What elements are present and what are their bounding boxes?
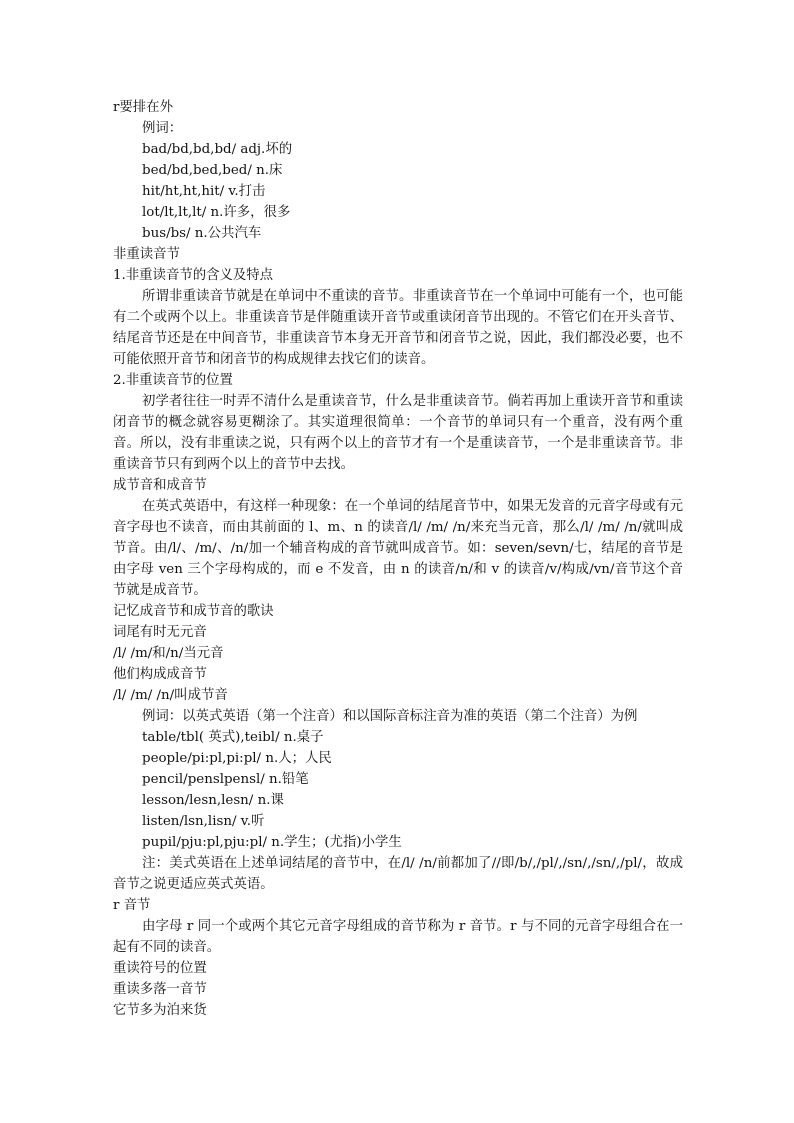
- section-heading-mnemonic: 记忆成音节和成节音的歌诀: [113, 604, 274, 619]
- example-word: pupil/pju:pl,pju:pl/ n.学生；(尤指)小学生: [142, 835, 402, 850]
- example-word: hit/ht,ht,hit/ v.打击: [142, 184, 266, 199]
- mnemonic-verse: /l/ /m/和/n/当元音: [113, 646, 224, 661]
- note-paragraph: 注：美式英语在上述单词结尾的音节中，在/l/ /n/前都加了//即/b/,/pl/,/sn/,/sn/,/pl/，故成音节之说更适应英式英语。: [113, 856, 683, 892]
- subheading-meaning-features: 1.非重读音节的含义及特点: [113, 268, 274, 283]
- example-word: pencil/penslpensl/ n.铅笔: [142, 772, 309, 787]
- document-page: [113, 97, 683, 1021]
- example-word: lot/lt,lt,lt/ n.许多，很多: [142, 205, 291, 220]
- paragraph-r-syllable: 由字母 r 同一个或两个其它元音字母组成的音节称为 r 音节。r 与不同的元音字母组合在一起有不同的读音。: [113, 919, 683, 955]
- subheading-position: 2.非重读音节的位置: [113, 373, 233, 388]
- section-heading-unstressed-syllable: 非重读音节: [113, 247, 180, 262]
- paragraph-meaning-features: 所谓非重读音节就是在单词中不重读的音节。非重读音节在一个单词中可能有一个，也可能有二个或两个以上。非重读音节是伴随重读开音节或重读闭音节出现的。不管它们在开头音节、结尾音节还是在中间音节，非重读音节本身无开音节和闭音节之说，因此，我们都没必要，也不可能依照开音节和闭音节的构成规律去找它们的读音。: [113, 289, 683, 367]
- mnemonic-verse: 他们构成成音节: [113, 667, 207, 682]
- section-heading-stress-position: 重读符号的位置: [113, 961, 207, 976]
- mnemonic-verse: 词尾有时无元音: [113, 625, 207, 640]
- paragraph-syllabic-sound: 在英式英语中，有这样一种现象：在一个单词的结尾音节中，如果无发音的元音字母或有元音字母也不读音，而由其前面的 l、m、n 的读音/l/ /m/ /n/来充当元音，那么/l/ /m/ /n/就叫成节音。由/l/、/m/、/n/加一个辅音构成的音节就叫成音节。如：seven/sevn/七，结尾的音节是由字母 ven 三个字母构成的，而 e 不发音，由 n 的读音/n/和 v 的读音/v/构成/vn/音节这个音节就是成音节。: [113, 499, 683, 598]
- stress-rule-line: 它节多为泊来货: [113, 1003, 207, 1018]
- section-heading-syllabic-sound: 成节音和成音节: [113, 478, 207, 493]
- paragraph-position: 初学者往往一时弄不清什么是重读音节，什么是非重读音节。倘若再加上重读开音节和重读闭音节的概念就容易更糊涂了。其实道理很简单：一个音节的单词只有一个重音，没有两个重音。所以，没有非重读之说，只有两个以上的音节才有一个是重读音节，一个是非重读音节。非重读音节只有到两个以上的音节中去找。: [113, 394, 683, 472]
- mnemonic-verse: /l/ /m/ /n/叫成节音: [113, 688, 228, 703]
- example-word: table/tbl( 英式),teibl/ n.桌子: [142, 730, 324, 745]
- example-word: bus/bs/ n.公共汽车: [142, 226, 262, 241]
- example-word: lesson/lesn,lesn/ n.课: [142, 793, 284, 808]
- example-word: bed/bd,bed,bed/ n.床: [142, 163, 283, 178]
- stress-rule-line: 重读多落一音节: [113, 982, 207, 997]
- example-word: listen/lsn,lisn/ v.听: [142, 814, 265, 829]
- section-heading-r-syllable: r 音节: [113, 898, 151, 913]
- example-intro: 例词：以英式英语（第一个注音）和以国际音标注音为准的英语（第二个注音）为例: [142, 709, 638, 724]
- section-heading-r-outside: r要排在外: [113, 100, 173, 115]
- example-label: 例词：: [142, 121, 183, 136]
- example-word: bad/bd,bd,bd/ adj.坏的: [142, 142, 293, 157]
- example-word: people/pi:pl,pi:pl/ n.人；人民: [142, 751, 332, 766]
